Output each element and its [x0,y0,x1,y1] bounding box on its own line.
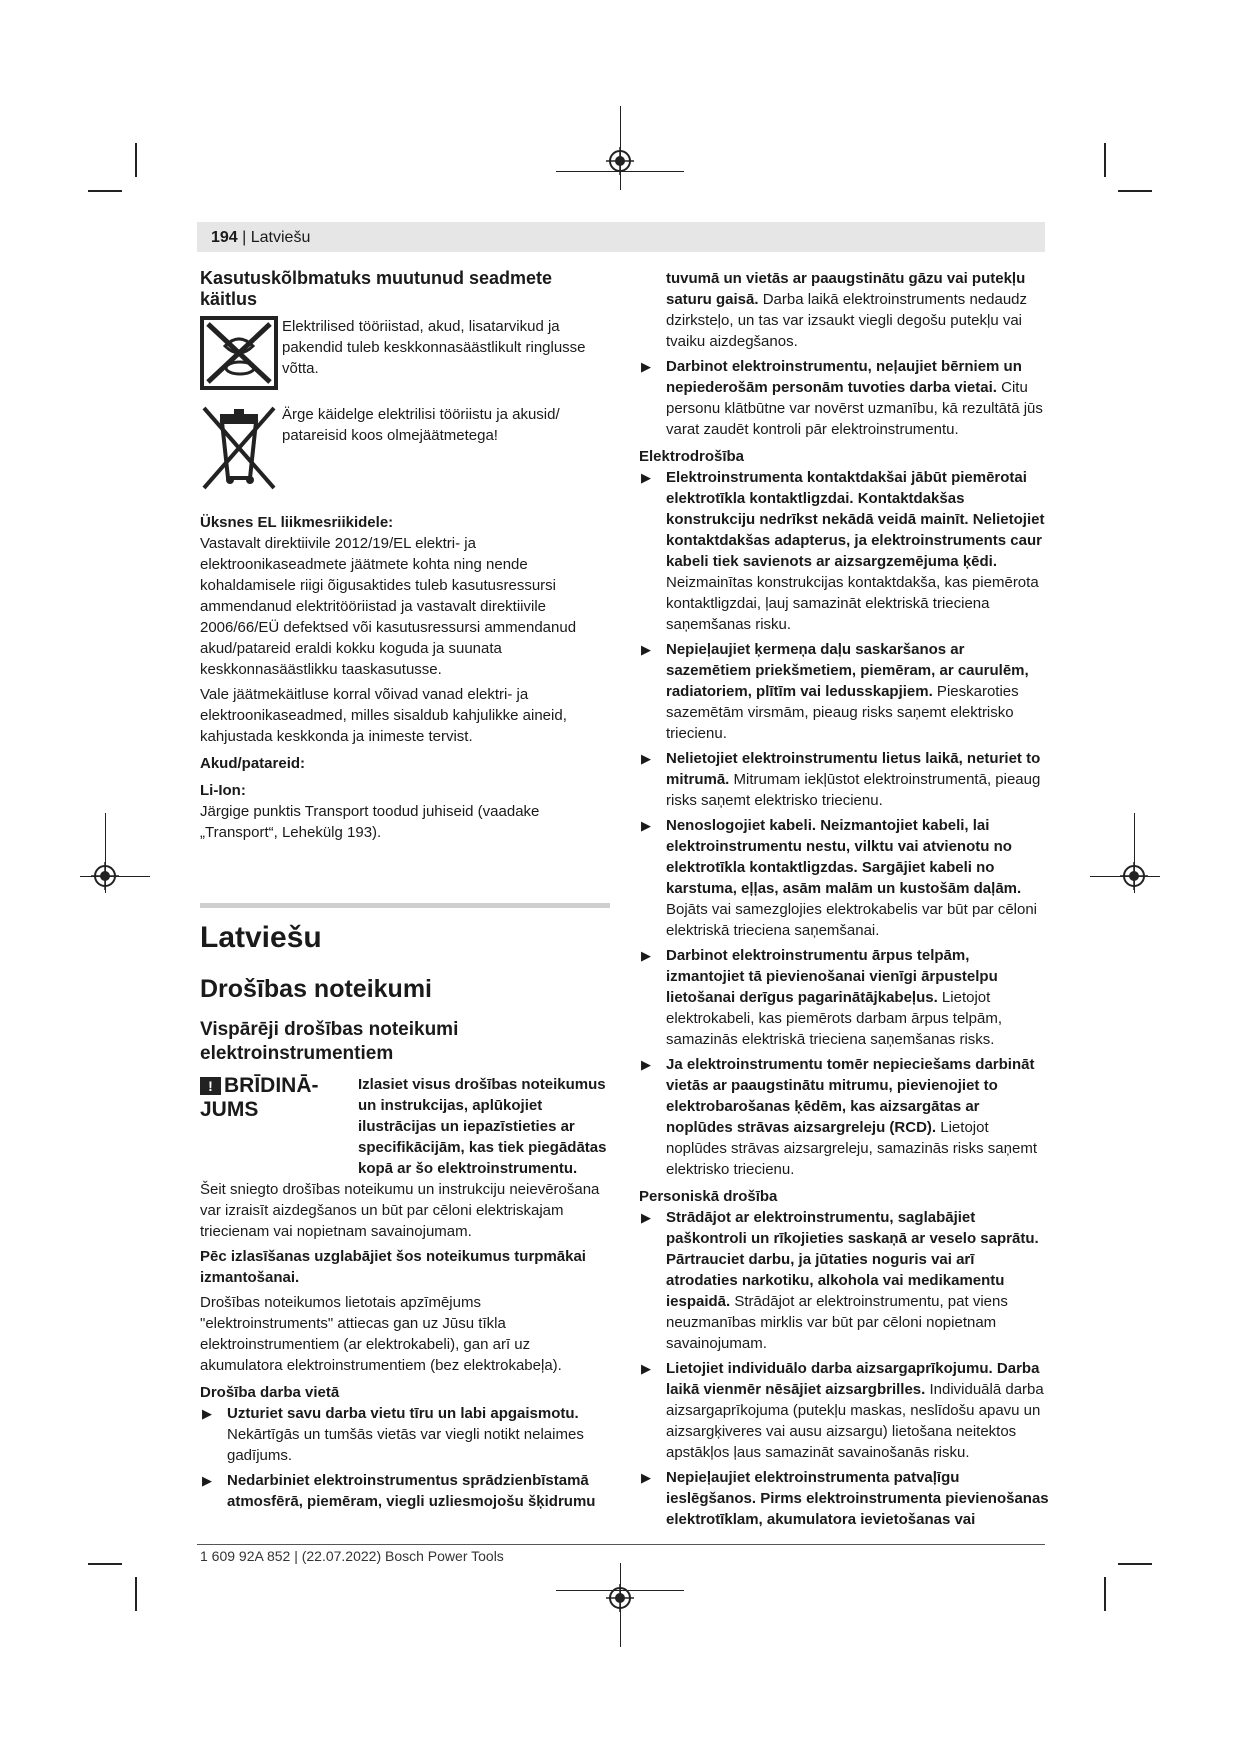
list-item: ▶ Uzturiet savu darba vietu tīru un labi apgaismotu. Nekārtīgās un tumšās vietās var viegli notikt nelaimes gadījums. [202,1405,584,1464]
eu-paragraph-2: Vale jäätmekäitluse korral võivad vanad elektri- ja elektroonikaseadmed, milles sisaldub kahjulikke aineid, kahjustada keskkonda ja inimeste tervist. [200,686,567,745]
crop-mark [1118,1563,1152,1565]
crop-mark [88,190,122,192]
keep-instructions: Pēc izlasīšanas uzglabājiet šos noteikumus turpmākai izmantošanai. [200,1248,586,1286]
left-column [200,268,610,1516]
right-column [639,268,1049,1534]
registration-mark-icon [606,1584,634,1612]
registration-mark-icon [91,862,119,890]
list-item: ▶ Nepieļaujiet ķermeņa daļu saskaršanos ar sazemētiem priekšmetiem, piemēram, ar caurulēm, radiatoriem, plītīm vai ledusskapjiem. Pieskaroties sazemētām virsmām, pieaug risks saņemt elektrisko triecienu. [641,641,1029,742]
warning-block [200,1074,610,1179]
page-header: 194 | Latviešu [211,229,311,246]
page-number: 194 [211,229,238,246]
section-name: Latviešu [250,229,311,246]
list-item: ▶ Darbinot elektroinstrumentu ārpus telpām, izmantojiet tā pievienošanai vienīgi ārpustelpu lietošanai derīgus pagarinātājkabeļus. Lietojot elektrokabeli, kas piemērots darbam ārpus telpām, samazinās elektriskā trieciena saņemšanas risks. [641,947,1002,1048]
no-household-waste-icon [200,316,278,390]
list-item: ▶ Nedarbiniet elektroinstrumentus sprādzienbīstamā atmosfērā, piemēram, viegli uzliesmojošu šķidrumu [202,1472,596,1510]
page-header-bar [197,222,1045,252]
page-footer: 1 609 92A 852 | (22.07.2022) Bosch Power Tools [200,1548,504,1564]
registration-mark-icon [606,147,634,175]
list-item: ▶ Ja elektroinstrumentu tomēr nepieciešams darbināt vietās ar paaugstinātu mitrumu, pievienojiet to elektrobarošanas ķēdēm, kas aizsargātas ar noplūdes strāvas aizsargreleju (RCD). Lietojot noplūdes strāvas aizsargreleju, samazinās risks saņemt elektrisko triecienu. [641,1056,1037,1178]
electrical-title: Elektrodrošība [639,448,745,465]
footer-divider [197,1544,1045,1545]
liion-text: Järgige punktis Transport toodud juhiseid (vaadake „Transport“, Lehekülg 193). [200,803,540,841]
bin-row [200,404,610,498]
batteries-title: Akud/patareid: [200,755,306,772]
list-item: ▶ Strādājot ar elektroinstrumentu, saglabājiet paškontroli un rīkojieties saskaņā ar veselo saprātu. Pārtrauciet darbu, ja jūtaties noguris vai arī atrodaties narkotiku, alkohola vai medikamentu iespaidā. Strādājot ar elektroinstrumentu, pat viens neuzmanības mirklis var būt par cēloni nopietnam savainojumam. [641,1209,1039,1352]
crop-mark [135,143,137,177]
section-divider [200,903,610,908]
recycle-row [200,316,610,396]
list-item: ▶ Nenoslogojiet kabeli. Neizmantojiet kabeli, lai elektroinstrumentu nestu, vilktu vai atvienotu no elektrotīkla kontaktligzdas. Sargājiet kabeli no karstuma, eļļas, asām malām un kustošām daļām. Bojāts vai samezglojies elektrokabelis var būt par cēloni elektriskā trieciena saņemšanai. [641,817,1038,939]
recycle-text: Elektrilised tööriistad, akud, lisatarvikud ja pakendid tuleb keskkonnasäästlikult ringlusse võtta. [282,318,586,377]
list-item: ▶ Lietojiet individuālo darba aizsargaprīkojumu. Darba laikā vienmēr nēsājiet aizsargbrilles. Individuālā darba aizsargaprīkojuma (putekļu maskas, neslīdošu apavu un aizsargķiveres vai ausu aizsargu) lietošana neitektos apstākļos ļaus samazināt savainošanās risku. [641,1360,1044,1461]
eu-paragraph-1: Vastavalt direktiivile 2012/19/EL elektri- ja elektroonikaseadmete jäätmete kohta ning nende kohaldamisele riigi õigusaktides tuleb kasutusressursi ammendanud elektritööriistad ja vastavalt direktiivile 2006/66/EÜ defektsed või kasutusressursi ammendanud akud/patareid eraldi kokku koguda ja suunata keskkonnasäästlikku taaskasutusse. [200,535,577,678]
crop-mark [135,1577,137,1611]
warning-icon: ! [200,1077,221,1095]
disposal-title: Kasutuskõlbmatuks muutunud seadmete käitlus [200,268,553,309]
list-item: tuvumā un vietās ar paaugstinātu gāzu vai putekļu saturu gaisā. Darba laikā elektroinstruments nedaudz dzirksteļo, un tas var izsaukt viegli degošu putekļu vai tvaiku aizdegšanos. [666,270,1028,350]
list-item: ▶ Darbinot elektroinstrumentu, neļaujiet bērniem un nepiederošām personām tuvoties darba vietai. Citu personu klātbūtne var novērst uzmanību, kā rezultātā jūs varat zaudēt kontroli pār elektroinstrumentu. [641,358,1043,438]
list-item: ▶ Nelietojiet elektroinstrumentu lietus laikā, neturiet to mitrumā. Mitrumam iekļūstot elektroinstrumentā, pieaug risks saņemt elektrisko triecienu. [641,750,1041,809]
warning-bold: Izlasiet visus drošības noteikumus un instrukcijas, aplūkojiet ilustrācijas un iepazīstieties ar specifikācijām, kas tiek piegādātas kopā ar šo elektroinstrumentu. [358,1076,607,1177]
registration-mark-icon [1120,862,1148,890]
warning-label: ! BRĪDINĀ-JUMS [200,1074,319,1121]
liion-title: Li-Ion: [200,782,246,799]
crop-mark [1104,143,1106,177]
crop-mark [1118,190,1152,192]
language-title: Latviešu [200,921,322,954]
personal-safety-title: Personiskā drošība [639,1188,778,1205]
term-explanation: Drošības noteikumos lietotais apzīmējums "elektroinstruments" attiecas gan uz Jūsu tīkla elektroinstrumentiem (ar elektrokabeli), gan arī uz akumulatora elektroinstrumentiem (bez elektrokabeļa). [200,1294,562,1374]
crop-mark [1104,1577,1106,1611]
crop-mark [88,1563,122,1565]
general-safety-title: Vispārēji drošības noteikumi elektroinstrumentiem [200,1019,459,1064]
crossed-bin-icon [200,404,278,492]
list-item: ▶ Elektroinstrumenta kontaktdakšai jābūt piemērotai elektrotīkla kontaktligzdai. Kontaktdakšas konstrukciju nedrīkst nekādā veidā mainīt. Nelietojiet kontaktdakšas adapterus, ja elektroinstruments caur kabeli tiek savienots ar aizsargzemējuma ķēdi. Neizmainītas konstrukcijas kontaktdakša, kas piemērota kontaktligzdai, ļauj samazināt elektriskā trieciena saņemšanas risku. [641,469,1045,633]
eu-title: Üksnes EL liikmesriikidele: [200,514,394,531]
safety-title: Drošības noteikumi [200,975,432,1003]
workplace-title: Drošība darba vietā [200,1384,340,1401]
bin-text: Ärge käidelge elektrilisi tööriistu ja akusid/ patareisid koos olmejäätmetega! [282,406,560,444]
list-item: ▶ Nepieļaujiet elektroinstrumenta patvaļīgu ieslēgšanos. Pirms elektroinstrumenta pievienošanas elektrotīklam, akumulatora ievietošanas vai [641,1469,1049,1528]
warning-text: Šeit sniegto drošības noteikumu un instrukciju neievērošana var izraisīt aizdegšanos un būt par cēloni elektriskajam triecienam vai nopietnam savainojumam. [200,1181,600,1240]
